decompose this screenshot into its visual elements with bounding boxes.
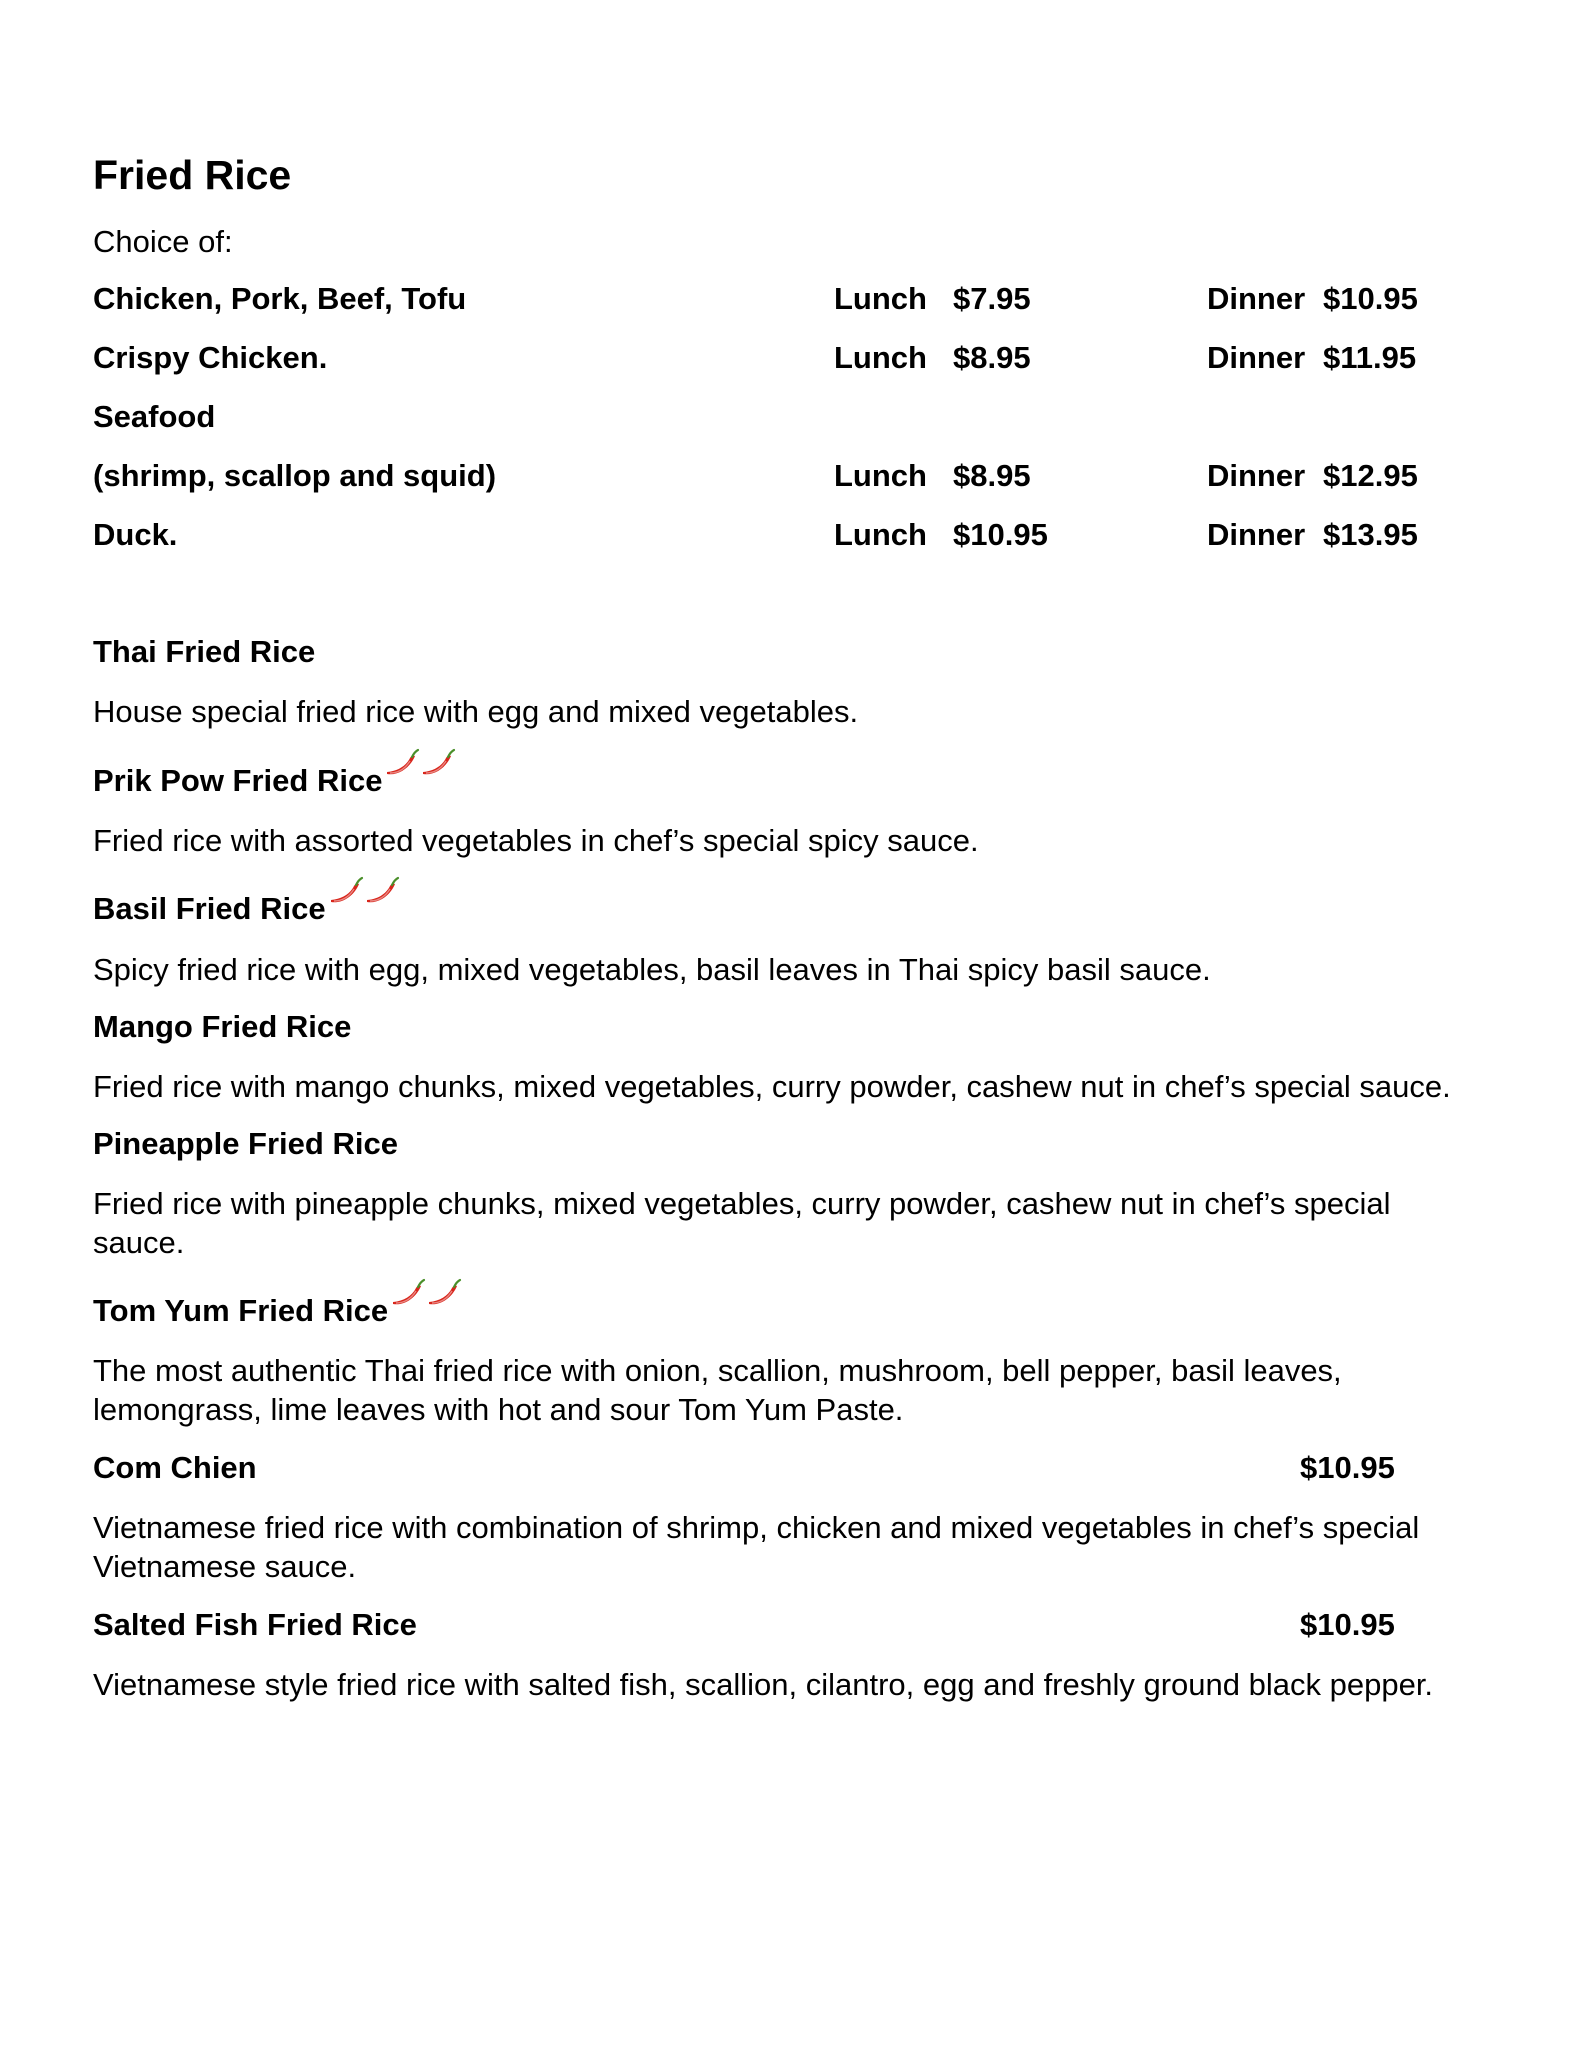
- dinner-label: Dinner: [1207, 281, 1306, 316]
- dish-price: $10.95: [1300, 1450, 1395, 1485]
- dish-name: [93, 1449, 1513, 1487]
- dinner-label: Dinner: [1207, 340, 1306, 375]
- dish-description: Vietnamese fried rice with combination of shrimp, chicken and mixed vegetables in chef’s special Vietnamese sauce.: [93, 1510, 1420, 1584]
- dish-description: The most authentic Thai fried rice with onion, scallion, mushroom, bell pepper, basil leaves, lemongrass, lime leaves with hot and sour Tom Yum Paste.: [93, 1353, 1342, 1427]
- dish-name: [93, 1008, 1513, 1046]
- dish-name: [93, 890, 1513, 928]
- option-name: (shrimp, scallop and squid): [93, 458, 497, 493]
- option-row: [93, 280, 1513, 318]
- dinner-price: $13.95: [1323, 517, 1418, 552]
- dish-description: Spicy fried rice with egg, mixed vegetables, basil leaves in Thai spicy basil sauce.: [93, 952, 1211, 987]
- dish-title: Basil Fried Rice: [93, 891, 326, 926]
- option-row: [93, 457, 1513, 495]
- option-name: Crispy Chicken.: [93, 340, 328, 375]
- dinner-label: Dinner: [1207, 458, 1306, 493]
- dish-name: [93, 633, 1513, 671]
- dish-price: $10.95: [1300, 1607, 1395, 1642]
- chili-pepper-icon: [390, 1278, 462, 1317]
- lunch-label: Lunch: [834, 517, 927, 552]
- choice-label: Choice of:: [93, 224, 233, 259]
- option-row: [93, 398, 1513, 436]
- dish-title: Prik Pow Fried Rice: [93, 763, 383, 798]
- lunch-price: $7.95: [953, 281, 1031, 316]
- lunch-label: Lunch: [834, 281, 927, 316]
- dinner-price: $12.95: [1323, 458, 1418, 493]
- dinner-price: $10.95: [1323, 281, 1418, 316]
- lunch-label: Lunch: [834, 458, 927, 493]
- lunch-price: $10.95: [953, 517, 1048, 552]
- option-name: Seafood: [93, 399, 216, 434]
- dish-title: Thai Fried Rice: [93, 634, 316, 669]
- section-title: Fried Rice: [93, 152, 292, 198]
- lunch-price: $8.95: [953, 458, 1031, 493]
- dish-description: Fried rice with mango chunks, mixed vegetables, curry powder, cashew nut in chef’s special sauce.: [93, 1069, 1451, 1104]
- dish-title: Com Chien: [93, 1450, 257, 1485]
- chili-pepper-icon: [384, 748, 456, 787]
- dish-name: [93, 1125, 1513, 1163]
- dish-description: House special fried rice with egg and mixed vegetables.: [93, 694, 859, 729]
- dish-name: [93, 1606, 1513, 1644]
- lunch-price: $8.95: [953, 340, 1031, 375]
- dinner-label: Dinner: [1207, 517, 1306, 552]
- dish-description: Fried rice with assorted vegetables in chef’s special spicy sauce.: [93, 823, 979, 858]
- dish-title: Salted Fish Fried Rice: [93, 1607, 417, 1642]
- option-row: [93, 339, 1513, 377]
- option-row: [93, 516, 1513, 554]
- dish-description: Vietnamese style fried rice with salted fish, scallion, cilantro, egg and freshly ground black pepper.: [93, 1667, 1434, 1702]
- menu-page: [93, 0, 1513, 2048]
- dish-title: Pineapple Fried Rice: [93, 1126, 398, 1161]
- lunch-label: Lunch: [834, 340, 927, 375]
- option-name: Duck.: [93, 517, 178, 552]
- chili-pepper-icon: [328, 876, 400, 915]
- dish-description: Fried rice with pineapple chunks, mixed vegetables, curry powder, cashew nut in chef’s special sauce.: [93, 1186, 1391, 1260]
- dish-name: [93, 1292, 1513, 1330]
- dish-name: [93, 762, 1513, 800]
- dish-title: Tom Yum Fried Rice: [93, 1293, 389, 1328]
- dish-title: Mango Fried Rice: [93, 1009, 352, 1044]
- option-name: Chicken, Pork, Beef, Tofu: [93, 281, 467, 316]
- dinner-price: $11.95: [1323, 340, 1417, 375]
